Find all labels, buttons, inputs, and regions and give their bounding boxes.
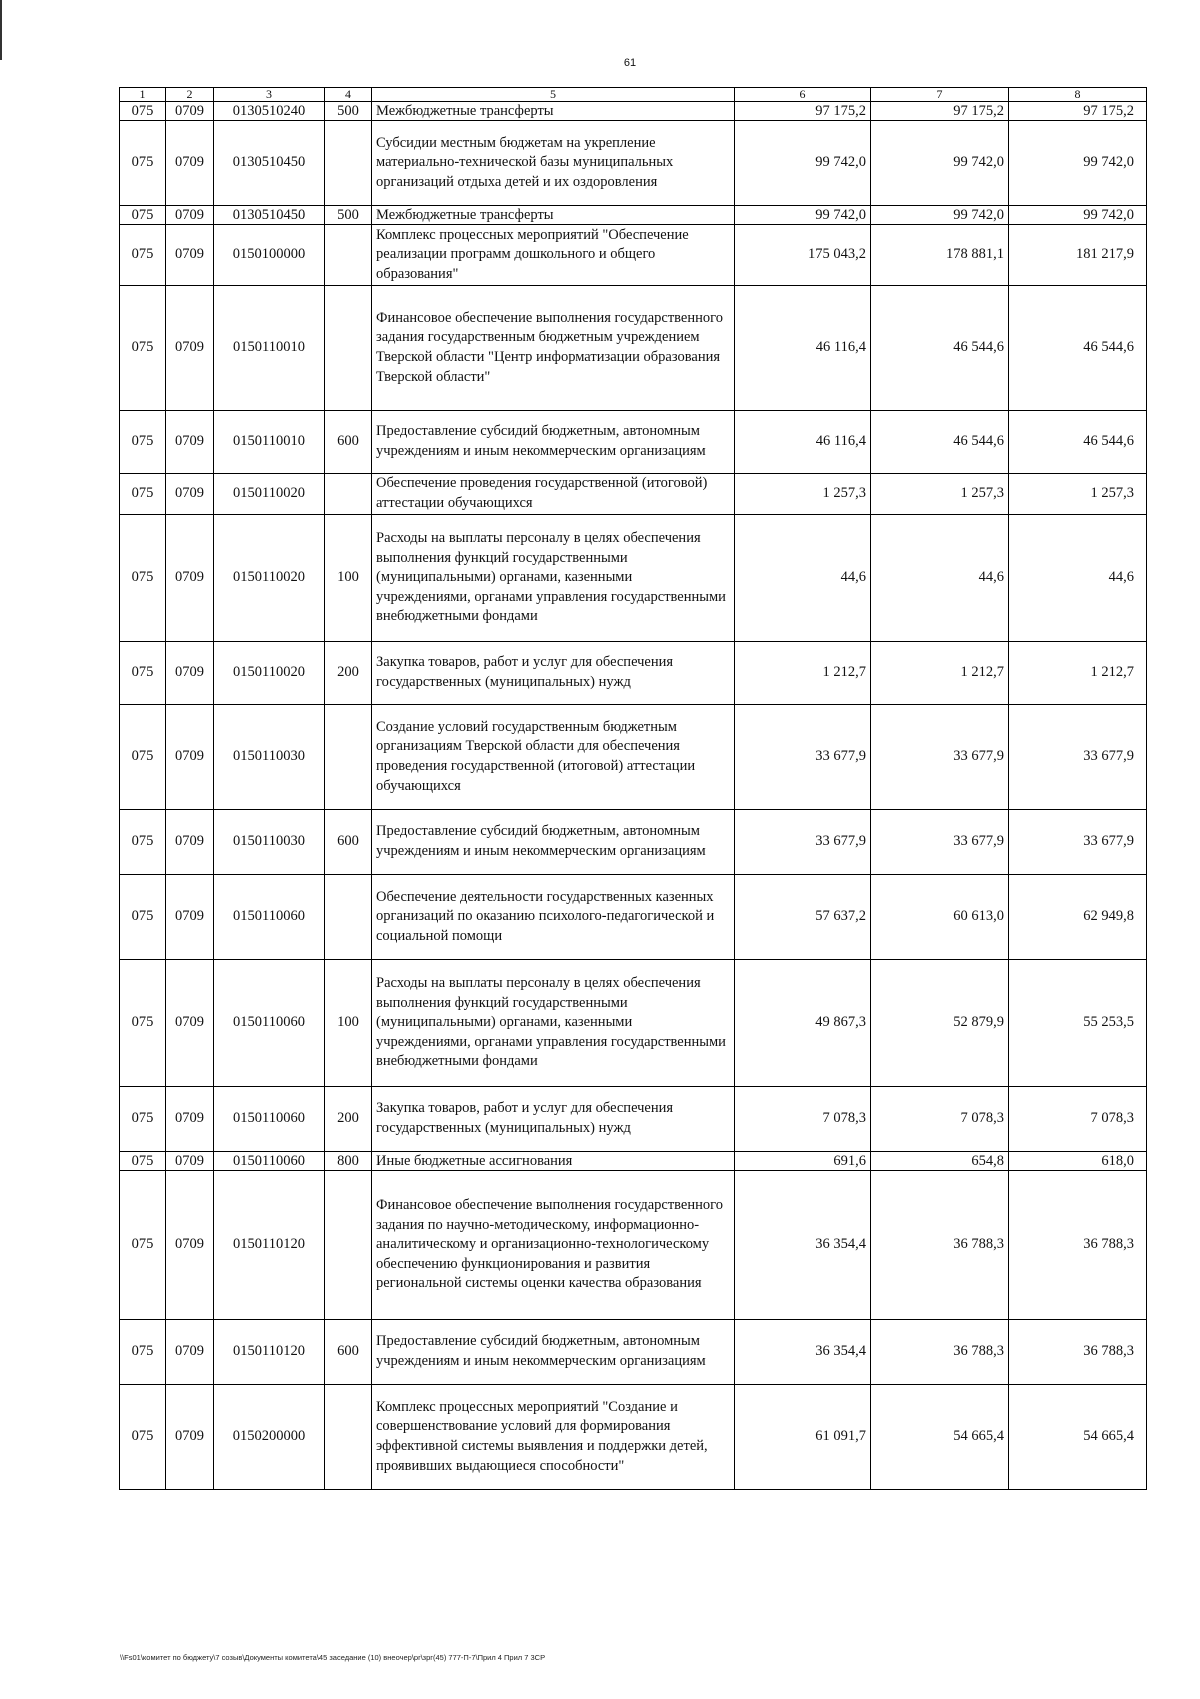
- cell-section-code: 0709: [166, 102, 214, 121]
- cell-description: Межбюджетные трансферты: [372, 102, 735, 121]
- budget-table: [119, 87, 1147, 1490]
- cell-expense-type: [325, 225, 372, 286]
- cell-ministry-code: 075: [120, 875, 166, 960]
- cell-amount-col6: 691,6: [735, 1152, 871, 1171]
- cell-amount-col6: 99 742,0: [735, 206, 871, 225]
- cell-section-code: 0709: [166, 121, 214, 206]
- cell-amount-col6: 1 212,7: [735, 642, 871, 705]
- cell-amount-col6: 7 078,3: [735, 1087, 871, 1152]
- cell-amount-col8: 99 742,0: [1009, 206, 1147, 225]
- cell-amount-col7: 36 788,3: [871, 1171, 1009, 1320]
- table-row: [120, 1152, 1147, 1171]
- cell-description: Межбюджетные трансферты: [372, 206, 735, 225]
- cell-section-code: 0709: [166, 474, 214, 515]
- cell-amount-col8: 55 253,5: [1009, 960, 1147, 1087]
- column-header: 5: [372, 88, 735, 102]
- cell-expense-type: [325, 474, 372, 515]
- cell-target-article: 0130510450: [214, 206, 325, 225]
- cell-section-code: 0709: [166, 705, 214, 810]
- cell-amount-col7: 33 677,9: [871, 705, 1009, 810]
- cell-target-article: 0130510240: [214, 102, 325, 121]
- table-row: [120, 206, 1147, 225]
- cell-target-article: 0150110060: [214, 1087, 325, 1152]
- cell-amount-col7: 60 613,0: [871, 875, 1009, 960]
- cell-description: Расходы на выплаты персоналу в целях обеспечения выполнения функций государственными (муниципальными) органами, казенными учреждениями, органами управления государственными внебюджетными фондами: [372, 960, 735, 1087]
- cell-target-article: 0150100000: [214, 225, 325, 286]
- cell-description: Предоставление субсидий бюджетным, автономным учреждениям и иным некоммерческим организациям: [372, 411, 735, 474]
- cell-target-article: 0150110120: [214, 1320, 325, 1385]
- cell-amount-col8: 97 175,2: [1009, 102, 1147, 121]
- column-number-row: [120, 88, 1147, 102]
- column-header: 8: [1009, 88, 1147, 102]
- cell-amount-col8: 36 788,3: [1009, 1320, 1147, 1385]
- cell-amount-col7: 99 742,0: [871, 206, 1009, 225]
- cell-amount-col8: 1 257,3: [1009, 474, 1147, 515]
- cell-ministry-code: 075: [120, 225, 166, 286]
- table-row: [120, 121, 1147, 206]
- cell-section-code: 0709: [166, 960, 214, 1087]
- cell-description: Комплекс процессных мероприятий "Обеспечение реализации программ дошкольного и общего образования": [372, 225, 735, 286]
- cell-target-article: 0150110010: [214, 411, 325, 474]
- cell-amount-col6: 46 116,4: [735, 286, 871, 411]
- cell-target-article: 0150110020: [214, 474, 325, 515]
- cell-ministry-code: 075: [120, 102, 166, 121]
- cell-description: Иные бюджетные ассигнования: [372, 1152, 735, 1171]
- cell-amount-col8: 33 677,9: [1009, 810, 1147, 875]
- table-row: [120, 1320, 1147, 1385]
- column-header: 6: [735, 88, 871, 102]
- cell-ministry-code: 075: [120, 515, 166, 642]
- cell-section-code: 0709: [166, 642, 214, 705]
- page-number: 61: [623, 57, 637, 69]
- cell-amount-col6: 57 637,2: [735, 875, 871, 960]
- cell-expense-type: 600: [325, 1320, 372, 1385]
- cell-amount-col7: 52 879,9: [871, 960, 1009, 1087]
- cell-amount-col7: 178 881,1: [871, 225, 1009, 286]
- cell-expense-type: 100: [325, 515, 372, 642]
- table-row: [120, 411, 1147, 474]
- cell-amount-col6: 33 677,9: [735, 705, 871, 810]
- footer-file-path: \\Fs01\комитет по бюджету\7 созыв\Документы комитета\45 заседание (10) внеочер\pr\зрг(45) 777-П-7\Прил 4 Прил 7 3СР: [120, 1653, 546, 1662]
- cell-section-code: 0709: [166, 1152, 214, 1171]
- cell-description: Предоставление субсидий бюджетным, автономным учреждениям и иным некоммерческим организациям: [372, 1320, 735, 1385]
- cell-expense-type: 200: [325, 642, 372, 705]
- cell-ministry-code: 075: [120, 1385, 166, 1490]
- cell-amount-col7: 33 677,9: [871, 810, 1009, 875]
- cell-amount-col6: 36 354,4: [735, 1171, 871, 1320]
- table-row: [120, 960, 1147, 1087]
- cell-target-article: 0150200000: [214, 1385, 325, 1490]
- cell-target-article: 0150110020: [214, 515, 325, 642]
- cell-amount-col8: 44,6: [1009, 515, 1147, 642]
- cell-section-code: 0709: [166, 875, 214, 960]
- cell-amount-col6: 36 354,4: [735, 1320, 871, 1385]
- cell-amount-col8: 99 742,0: [1009, 121, 1147, 206]
- cell-expense-type: [325, 286, 372, 411]
- table-row: [120, 225, 1147, 286]
- table-row: [120, 705, 1147, 810]
- cell-ministry-code: 075: [120, 1171, 166, 1320]
- table-row: [120, 102, 1147, 121]
- cell-target-article: 0150110030: [214, 810, 325, 875]
- cell-description: Предоставление субсидий бюджетным, автономным учреждениям и иным некоммерческим организациям: [372, 810, 735, 875]
- column-header: 2: [166, 88, 214, 102]
- cell-expense-type: 500: [325, 206, 372, 225]
- cell-expense-type: 100: [325, 960, 372, 1087]
- column-header: 3: [214, 88, 325, 102]
- cell-amount-col6: 1 257,3: [735, 474, 871, 515]
- cell-expense-type: [325, 875, 372, 960]
- cell-amount-col7: 36 788,3: [871, 1320, 1009, 1385]
- cell-ministry-code: 075: [120, 1152, 166, 1171]
- table-row: [120, 1087, 1147, 1152]
- column-header: 4: [325, 88, 372, 102]
- table-row: [120, 515, 1147, 642]
- cell-target-article: 0130510450: [214, 121, 325, 206]
- table-body: [120, 102, 1147, 1490]
- cell-amount-col6: 99 742,0: [735, 121, 871, 206]
- cell-ministry-code: 075: [120, 1087, 166, 1152]
- cell-amount-col8: 7 078,3: [1009, 1087, 1147, 1152]
- cell-description: Финансовое обеспечение выполнения государственного задания по научно-методическому, информационно-аналитическому и организационно-технологическому обеспечению функционирования и развития региональной системы оценки качества образования: [372, 1171, 735, 1320]
- cell-amount-col7: 97 175,2: [871, 102, 1009, 121]
- cell-ministry-code: 075: [120, 810, 166, 875]
- cell-ministry-code: 075: [120, 206, 166, 225]
- cell-amount-col8: 62 949,8: [1009, 875, 1147, 960]
- cell-section-code: 0709: [166, 206, 214, 225]
- scan-edge: [0, 0, 2, 60]
- cell-amount-col7: 46 544,6: [871, 411, 1009, 474]
- cell-target-article: 0150110060: [214, 960, 325, 1087]
- table-row: [120, 642, 1147, 705]
- table-row: [120, 286, 1147, 411]
- cell-section-code: 0709: [166, 225, 214, 286]
- cell-description: Субсидии местным бюджетам на укрепление материально-технической базы муниципальных организаций отдыха детей и их оздоровления: [372, 121, 735, 206]
- cell-ministry-code: 075: [120, 286, 166, 411]
- cell-ministry-code: 075: [120, 121, 166, 206]
- column-header: 7: [871, 88, 1009, 102]
- cell-amount-col6: 46 116,4: [735, 411, 871, 474]
- cell-ministry-code: 075: [120, 1320, 166, 1385]
- cell-amount-col8: 618,0: [1009, 1152, 1147, 1171]
- cell-section-code: 0709: [166, 1171, 214, 1320]
- cell-expense-type: 600: [325, 810, 372, 875]
- cell-section-code: 0709: [166, 411, 214, 474]
- cell-expense-type: 800: [325, 1152, 372, 1171]
- cell-amount-col8: 181 217,9: [1009, 225, 1147, 286]
- cell-amount-col8: 36 788,3: [1009, 1171, 1147, 1320]
- table-row: [120, 875, 1147, 960]
- cell-amount-col8: 46 544,6: [1009, 411, 1147, 474]
- cell-section-code: 0709: [166, 810, 214, 875]
- cell-ministry-code: 075: [120, 474, 166, 515]
- cell-expense-type: [325, 1385, 372, 1490]
- cell-expense-type: 200: [325, 1087, 372, 1152]
- cell-amount-col6: 97 175,2: [735, 102, 871, 121]
- cell-amount-col8: 46 544,6: [1009, 286, 1147, 411]
- cell-expense-type: [325, 121, 372, 206]
- cell-ministry-code: 075: [120, 642, 166, 705]
- table-row: [120, 474, 1147, 515]
- cell-expense-type: 500: [325, 102, 372, 121]
- cell-amount-col6: 44,6: [735, 515, 871, 642]
- table-row: [120, 1385, 1147, 1490]
- cell-amount-col6: 61 091,7: [735, 1385, 871, 1490]
- cell-description: Закупка товаров, работ и услуг для обеспечения государственных (муниципальных) нужд: [372, 1087, 735, 1152]
- cell-amount-col7: 44,6: [871, 515, 1009, 642]
- cell-target-article: 0150110060: [214, 1152, 325, 1171]
- cell-description: Закупка товаров, работ и услуг для обеспечения государственных (муниципальных) нужд: [372, 642, 735, 705]
- cell-amount-col7: 1 212,7: [871, 642, 1009, 705]
- cell-section-code: 0709: [166, 1385, 214, 1490]
- cell-amount-col7: 54 665,4: [871, 1385, 1009, 1490]
- cell-expense-type: 600: [325, 411, 372, 474]
- table-row: [120, 810, 1147, 875]
- cell-amount-col8: 33 677,9: [1009, 705, 1147, 810]
- table-row: [120, 1171, 1147, 1320]
- cell-description: Создание условий государственным бюджетным организациям Тверской области для обеспечения проведения государственной (итоговой) аттестации обучающихся: [372, 705, 735, 810]
- cell-description: Расходы на выплаты персоналу в целях обеспечения выполнения функций государственными (муниципальными) органами, казенными учреждениями, органами управления государственными внебюджетными фондами: [372, 515, 735, 642]
- cell-target-article: 0150110020: [214, 642, 325, 705]
- cell-amount-col7: 99 742,0: [871, 121, 1009, 206]
- cell-description: Комплекс процессных мероприятий "Создание и совершенствование условий для формирования эффективной системы выявления и поддержки детей, проявивших выдающиеся способности": [372, 1385, 735, 1490]
- cell-description: Обеспечение проведения государственной (итоговой) аттестации обучающихся: [372, 474, 735, 515]
- cell-ministry-code: 075: [120, 960, 166, 1087]
- cell-section-code: 0709: [166, 1087, 214, 1152]
- column-header: 1: [120, 88, 166, 102]
- cell-amount-col6: 33 677,9: [735, 810, 871, 875]
- cell-section-code: 0709: [166, 1320, 214, 1385]
- cell-amount-col7: 46 544,6: [871, 286, 1009, 411]
- cell-amount-col8: 1 212,7: [1009, 642, 1147, 705]
- cell-expense-type: [325, 1171, 372, 1320]
- cell-target-article: 0150110030: [214, 705, 325, 810]
- cell-amount-col6: 49 867,3: [735, 960, 871, 1087]
- cell-ministry-code: 075: [120, 411, 166, 474]
- cell-description: Финансовое обеспечение выполнения государственного задания государственным бюджетным учреждением Тверской области "Центр информатизации образования Тверской области": [372, 286, 735, 411]
- cell-section-code: 0709: [166, 286, 214, 411]
- cell-amount-col7: 1 257,3: [871, 474, 1009, 515]
- cell-description: Обеспечение деятельности государственных казенных организаций по оказанию психолого-педагогической и социальной помощи: [372, 875, 735, 960]
- cell-target-article: 0150110010: [214, 286, 325, 411]
- cell-target-article: 0150110120: [214, 1171, 325, 1320]
- cell-section-code: 0709: [166, 515, 214, 642]
- cell-amount-col8: 54 665,4: [1009, 1385, 1147, 1490]
- cell-amount-col7: 654,8: [871, 1152, 1009, 1171]
- cell-target-article: 0150110060: [214, 875, 325, 960]
- cell-amount-col7: 7 078,3: [871, 1087, 1009, 1152]
- cell-expense-type: [325, 705, 372, 810]
- cell-ministry-code: 075: [120, 705, 166, 810]
- cell-amount-col6: 175 043,2: [735, 225, 871, 286]
